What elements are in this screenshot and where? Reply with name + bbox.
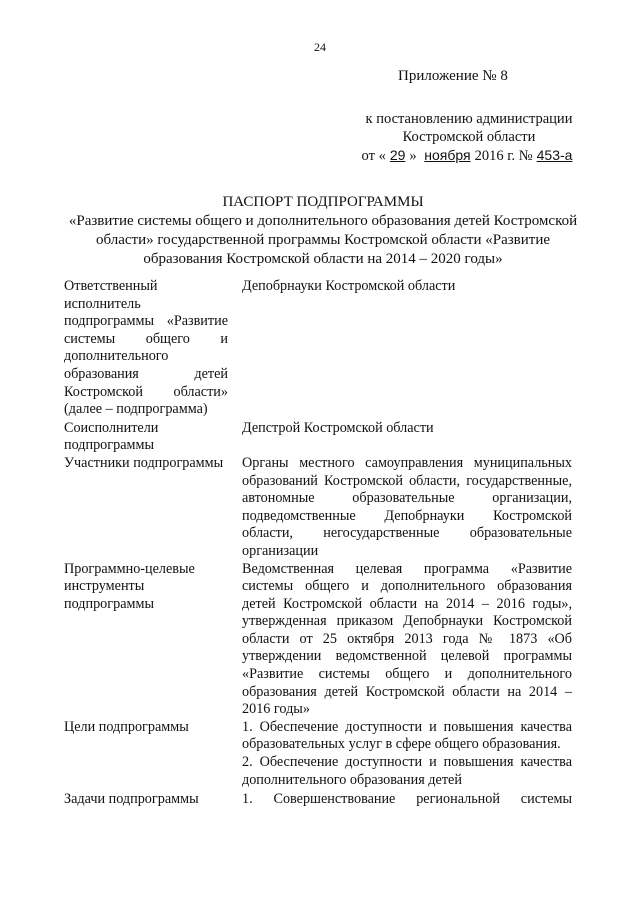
decree-date-prefix: от « — [361, 148, 386, 164]
passport-title-line-2: области» государственной программы Костромской области «Развитие — [95, 232, 551, 248]
appendix-heading: Приложение № 8 — [398, 68, 508, 84]
page-number: 24 — [314, 40, 326, 54]
passport-table — [64, 278, 574, 809]
decree-date-sep: » — [409, 148, 417, 164]
row-label: Программно-целевые инструменты подпрограммы — [64, 560, 195, 612]
row-value: 1. Совершенствование региональной системы — [242, 791, 572, 808]
goal-item-1: 1. Обеспечение доступности и повышения качества образовательных услуг в сфере общего образования. — [242, 718, 572, 753]
row-executor — [64, 278, 574, 419]
row-label: Ответственный исполнитель подпрограммы «Развитие системы общего и дополнительного образования детей Костромской области» (далее – подпрограмма) — [64, 278, 228, 418]
passport-title-line-3: образования Костромской области на 2014 – 2020 годы» — [143, 251, 503, 267]
row-label: Цели подпрограммы — [64, 718, 189, 735]
decree-month: ноября — [424, 147, 471, 163]
decree-day: 29 — [389, 147, 406, 163]
row-tasks — [64, 791, 574, 809]
row-coexecutors — [64, 420, 574, 455]
row-value: Ведомственная целевая программа «Развитие системы общего и дополнительного образования детей Костромской области на 2014 – 2016 годы», утвержденная приказом Депобрнауки Костромской области от 25 октября 2013 года № 1873 «Об утверждении ведомственной целевой программы «Развитие системы общего и дополнительного образования детей Костромской области на 2014 – 2016 годы» — [242, 560, 572, 718]
decree-line-2: Костромской области — [402, 129, 536, 145]
row-label: Задачи подпрограммы — [64, 791, 199, 808]
row-goals — [64, 719, 574, 789]
decree-line-1: к постановлению администрации — [365, 111, 573, 127]
row-value: Органы местного самоуправления муниципальных образований Костромской области, государственные, автономные образовательные организации, подведомственные Депобрнауки Костромской области, негосударственные образовательные организации — [242, 454, 572, 559]
row-value — [242, 719, 572, 789]
goal-item-2: 2. Обеспечение доступности и повышения качества дополнительного образования детей — [242, 754, 572, 788]
row-label: Участники подпрограммы — [64, 454, 224, 471]
decree-reference — [330, 110, 608, 165]
decree-date-line — [330, 146, 608, 165]
decree-number: 453-а — [536, 147, 573, 163]
row-value: Депобрнауки Костромской области — [242, 278, 456, 294]
row-participants — [64, 455, 574, 561]
row-value: Депстрой Костромской области — [242, 419, 434, 436]
decree-year: 2016 г. № — [474, 148, 533, 164]
passport-title-line-1: «Развитие системы общего и дополнительного образования детей Костромской — [68, 213, 578, 229]
passport-heading: ПАСПОРТ ПОДПРОГРАММЫ — [222, 194, 424, 210]
passport-title — [40, 193, 606, 269]
row-label: Соисполнители подпрограммы — [64, 419, 159, 454]
row-instruments — [64, 561, 574, 719]
